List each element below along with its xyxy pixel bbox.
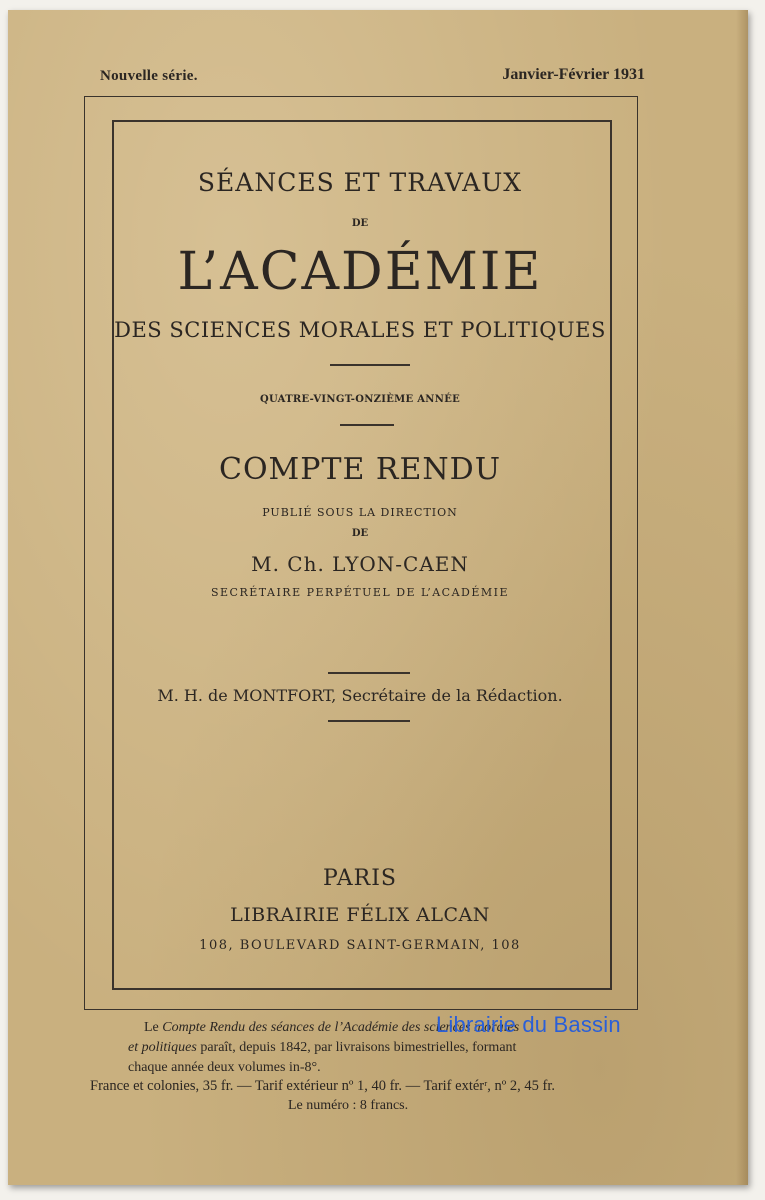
issue-date: Janvier-Février 1931 [502,66,645,83]
footer-le: Le [144,1020,159,1035]
seller-watermark: Librairie du Bassin [436,1012,621,1037]
divider-4 [328,720,410,722]
divider-3 [328,672,410,674]
publisher-name: LIBRAIRIE FÉLIX ALCAN [230,904,490,926]
director-name: M. Ch. LYON-CAEN [251,552,469,576]
footer-numero: Le numéro : 8 francs. [288,1098,409,1113]
publisher-city: PARIS [323,866,397,891]
footer-italic-politiques: et politiques [128,1040,197,1055]
divider-2 [340,424,394,426]
published-de: DE [351,528,369,539]
footer-line-2 [128,1040,516,1056]
divider-1 [330,364,410,366]
cover-edge-shadow [736,10,748,1185]
redaction-name: M. H. de MONTFORT, [157,686,337,705]
edition-year: QUATRE-VINGT-ONZIÈME ANNÉE [259,394,461,405]
redaction-line [112,686,608,705]
footer-line2-rest: paraît, depuis 1842, par livraisons bimestrielles, formant [200,1040,517,1055]
title-de: DE [351,218,369,229]
footer-italic-title: Compte Rendu des séances de l’Académie des sciences morales [162,1020,520,1035]
title-subtitle: DES SCIENCES MORALES ET POLITIQUES [114,318,606,342]
title-academie: L’ACADÉMIE [177,242,543,302]
published-under: PUBLIÉ SOUS LA DIRECTION [262,506,458,519]
redaction-role: Secrétaire de la Rédaction. [341,686,563,705]
publisher-address: 108, BOULEVARD SAINT-GERMAIN, 108 [199,938,521,953]
footer-prices: France et colonies, 35 fr. — Tarif extérieur nº 1, 40 fr. — Tarif extérʳ, nº 2, 45 fr. [90,1078,555,1094]
compte-rendu-heading: COMPTE RENDU [219,452,501,487]
footer-line-3: chaque année deux volumes in-8°. [128,1060,321,1075]
series-label: Nouvelle série. [100,68,198,84]
director-role: SECRÉTAIRE PERPÉTUEL DE L’ACADÉMIE [210,586,509,599]
title-seances: SÉANCES ET TRAVAUX [197,168,523,197]
